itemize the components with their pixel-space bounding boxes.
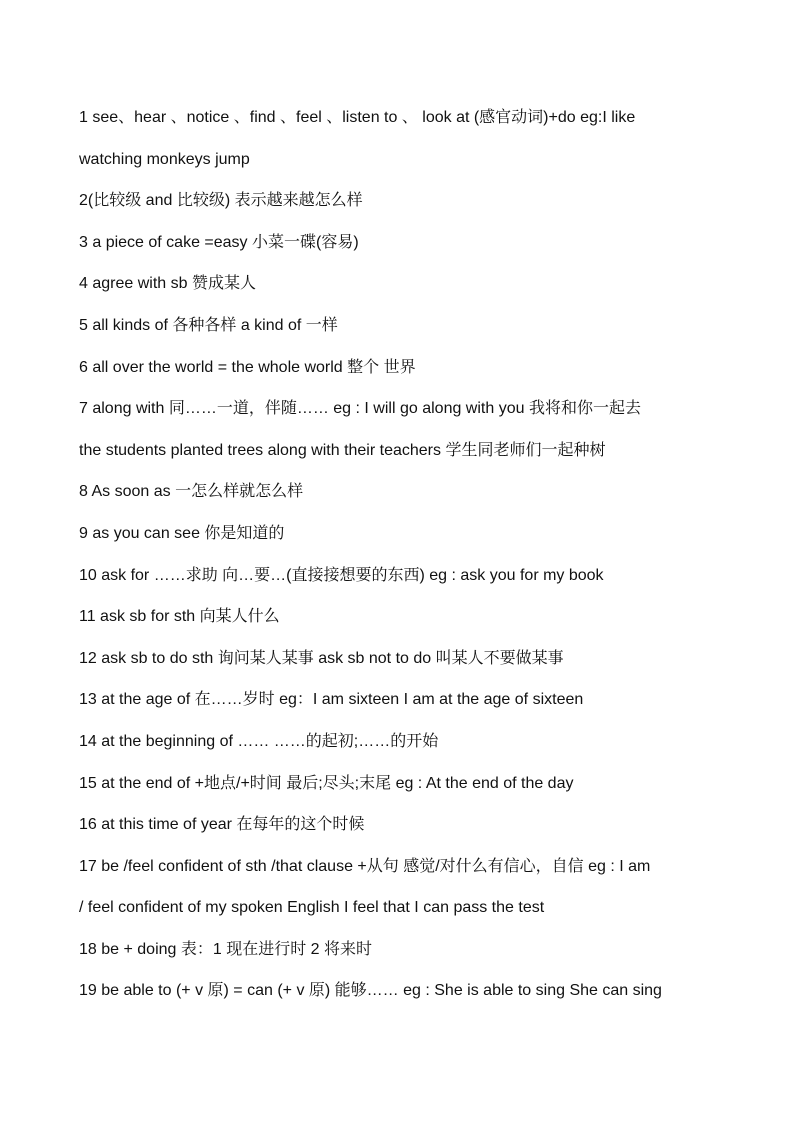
text-line: 10 ask for ……求助 向…要…(直接接想要的东西) eg : ask you for my book <box>79 566 604 584</box>
text-line: 7 along with 同……一道，伴随…… eg : I will go along with you 我将和你一起去 <box>79 400 641 418</box>
document-body <box>79 97 739 1012</box>
text-line: 18 be + doing 表：1 现在进行时 2 将来时 <box>79 940 373 958</box>
text-line: watching monkeys jump <box>79 150 250 168</box>
text-line: 12 ask sb to do sth 询问某人某事 ask sb not to do 叫某人不要做某事 <box>79 649 564 667</box>
text-line: 8 As soon as 一怎么样就怎么样 <box>79 483 304 501</box>
text-line: 14 at the beginning of …… ……的起初;……的开始 <box>79 732 439 750</box>
text-line: / feel confident of my spoken English I feel that I can pass the test <box>79 899 545 917</box>
text-line: 15 at the end of +地点/+时间 最后;尽头;末尾 eg : At the end of the day <box>79 774 574 792</box>
text-line: 17 be /feel confident of sth /that clause +从句 感觉/对什么有信心，自信 eg : I am <box>79 857 651 875</box>
text-line: 16 at this time of year 在每年的这个时候 <box>79 816 365 834</box>
text-line: the students planted trees along with their teachers 学生同老师们一起种树 <box>79 441 606 459</box>
text-line: 13 at the age of 在……岁时 eg：I am sixteen I am at the age of sixteen <box>79 691 584 709</box>
text-line: 5 all kinds of 各种各样 a kind of 一样 <box>79 316 338 334</box>
text-line: 3 a piece of cake =easy 小菜一碟(容易) <box>79 233 359 251</box>
text-line: 6 all over the world = the whole world 整个 世界 <box>79 358 416 376</box>
text-line: 2(比较级 and 比较级) 表示越来越怎么样 <box>79 192 363 210</box>
text-line: 1 see、hear 、notice 、find 、feel 、listen to 、 look at (感官动词)+do eg:I like <box>79 109 636 126</box>
text-line: 11 ask sb for sth 向某人什么 <box>79 608 280 626</box>
text-line: 19 be able to (+ v 原) = can (+ v 原) 能够…… eg : She is able to sing She can sing <box>79 982 662 1000</box>
text-line: 9 as you can see 你是知道的 <box>79 524 285 542</box>
text-line: 4 agree with sb 赞成某人 <box>79 275 256 293</box>
